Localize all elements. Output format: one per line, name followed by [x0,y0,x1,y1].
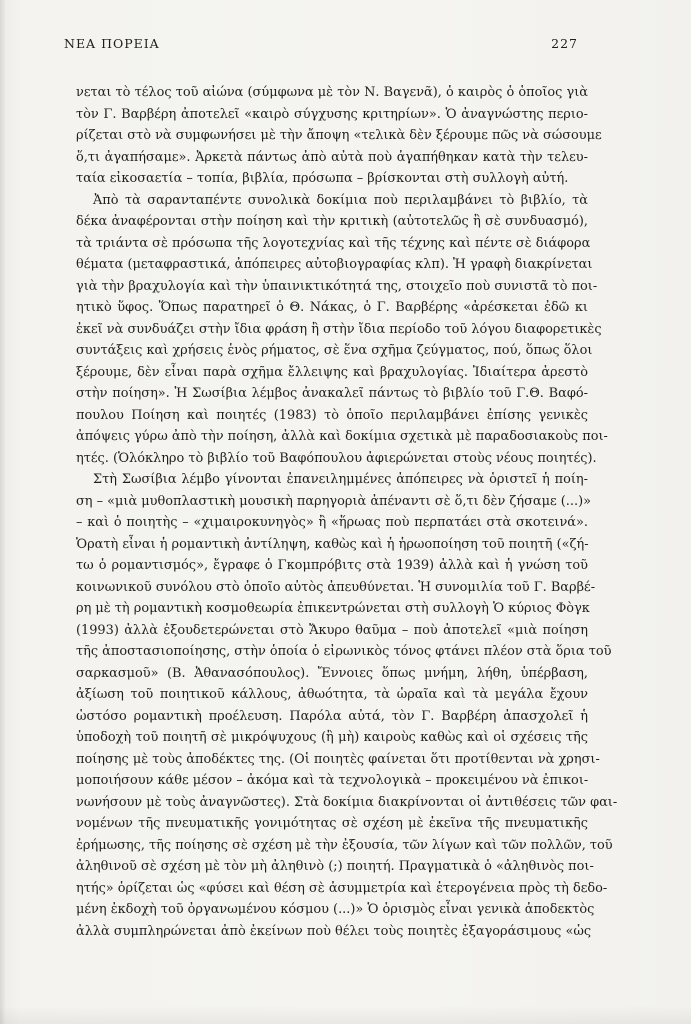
text-line: ἀπόψεις γύρω ἀπὸ τὴν ποίηση, ἀλλὰ καὶ δοκίμια σχετικὰ μὲ παραδοσιακοὺς ποι- [76,429,608,444]
text-line: ποίησης μὲ τοὺς ἀποδέκτες της. (Οἱ ποιητὲς φαίνεται ὅτι προτίθενται νὰ χρησι- [76,751,600,767]
text-line: ἀλλὰ συμπληρώνεται ἀπὸ ἐκείνων ποὺ θέλει τοὺς ποιητὲς ἐξαγοράσιμους «ὡς [76,923,592,939]
text-line: ἐρήμωσης, τῆς ποίησης σὲ σχέση μὲ τὴν ἐξουσία, τῶν λίγων καὶ τῶν πολλῶν, τοῦ [76,837,613,853]
text-line: – καὶ ὁ ποιητὴς – «χιμαιροκυνηγὸς» ἢ «ἥρωας ποὺ περπατάει στὰ σκοτεινά». [76,515,588,530]
text-line: ρίζεται στὸ νὰ συμφωνήσει μὲ τὴν ἄποψη «τελικὰ δὲν ξέρουμε πῶς νὰ σώσουμε [76,128,602,143]
text-line: κοινωνικοῦ συνόλου στὸ ὁποῖο αὐτὸς ἀπευθύνεται. Ἡ συνομιλία τοῦ Γ. Βαρβέ- [76,579,596,595]
text-line: ἀληθινοῦ σὲ σχέση μὲ τὸν μὴ ἀληθινὸ (;) ποιητή. Πραγματικὰ ὁ «ἀληθινὸς ποι- [76,859,594,874]
text-line: ητές. (Ὁλόκληρο τὸ βιβλίο τοῦ Βαφόπουλου ἀφιερώνεται στοὺς νέους ποιητές). [76,450,597,466]
text-line: πουλου Ποίηση καὶ ποιητές (1983) τὸ ὁποῖο περιλαμβάνει ἐπίσης γενικὲς [76,407,588,423]
text-line: Ἀπὸ τὰ σαρανταπέντε συνολικὰ δοκίμια ποὺ περιλαμβάνει τὸ βιβλίο, τὰ [93,192,588,208]
text-line: ὡστόσο ρομαντικὴ προέλευση. Παρόλα αὐτά, τὸν Γ. Βαρβέρη ἀπασχολεῖ ἡ [76,708,588,724]
text-line: ητικὸ ὕφος. Ὅπως παρατηρεῖ ὁ Θ. Νάκας, ὁ Γ. Βαρβέρης «ἀρέσκεται ἐδῶ κι [76,300,588,315]
running-title: ΝΕΑ ΠΟΡΕΙΑ [64,36,160,51]
page-bottom-shadow [0,1006,691,1024]
text-line: γιὰ τὴν βραχυλογία καὶ τὴν ὑπαινικτικότητά της, στοιχεῖο ποὺ συνιστᾶ τὸ ποι- [76,278,598,294]
text-line: συντάξεις καὶ χρήσεις ἑνὸς ρήματος, σὲ ἕνα σχῆμα ζεύγματος, πού, ὅπως ὅλοι [76,343,593,358]
text-line: τὰ τριάντα σὲ πρόσωπα τῆς λογοτεχνίας καὶ τῆς τέχνης καὶ πέντε σὲ διάφορα [76,235,591,251]
text-line: (1993) ἀλλὰ ἐξουδετερώνεται στὸ Ἄκυρο θαῦμα – ποὺ ἀποτελεῖ «μιὰ ποίηση [76,622,588,638]
page-number: 227 [551,36,578,51]
text-line: ταία εἰκοσαετία – τοπία, βιβλία, πρόσωπα – βρίσκονται στὴ συλλογὴ αὐτή. [76,171,569,186]
text-line: δέκα ἀναφέρονται στὴν ποίηση καὶ τὴν κριτικὴ (αὐτοτελῶς ἢ σὲ συνδυασμό), [76,214,588,229]
text-line: ρη μὲ τὴ ρομαντικὴ κοσμοθεωρία ἐπικεντρώνεται στὴ συλλογὴ Ὁ κύριος Φὸγκ [76,601,590,616]
paragraph [76,82,602,190]
body-text [76,82,618,942]
text-line: σαρκασμοῦ» (Β. Ἀθανασόπουλος). Ἔννοιες ὅπως μνήμη, λήθη, ὑπέρβαση, [76,665,588,681]
text-line: ἀξίωση τοῦ ποιητικοῦ κάλλους, ἀθωότητα, τὰ ὡραῖα καὶ τὰ μεγάλα ἔχουν [76,687,588,702]
text-line: μένη ἐκδοχὴ τοῦ ὀργανωμένου κόσμου (...)» Ὁ ὁρισμὸς εἶναι γενικὰ ἀποδεκτὸς [76,902,595,917]
text-line: θέματα (μεταφραστικά, ἀπόπειρες αὐτοβιογραφίας κλπ). Ἡ γραφὴ διακρίνεται [76,257,593,272]
running-header [64,36,578,58]
text-line: ἐκεῖ νὰ συνδυάζει στὴν ἴδια φράση ἢ στὴν ἴδια περίοδο τοῦ λόγου διαφορετικὲς [76,321,602,337]
text-line: Ὁρατὴ εἶναι ἡ ρομαντικὴ ἀντίληψη, καθὼς καὶ ἡ ἡρωοποίηση τοῦ ποιητῆ («ζή- [76,536,589,552]
text-line: ὅ,τι ἀγαπήσαμε». Ἀρκετὰ πάντως ἀπὸ αὐτὰ ποὺ ἀγαπήθηκαν κατὰ τὴν τελευ- [76,149,588,165]
text-line: ξέρουμε, δὲν εἶναι παρὰ σχῆμα ἔλλειψης καὶ βραχυλογίας. Ἰδιαίτερα ἀρεστὸ [76,364,588,380]
text-line: νομένων τῆς πνευματικῆς γονιμότητας σὲ σχέση μὲ ἐκεῖνα τῆς πνευματικῆς [76,816,588,831]
text-line: στὴν ποίηση». Ἡ Σωσίβια λέμβος ἀνακαλεῖ πάντως τὸ βιβλίο τοῦ Γ.Θ. Βαφό- [76,386,588,401]
text-line: ση – «μιὰ μυθοπλαστικὴ μουσικὴ παρηγοριὰ ἀπέναντι σὲ ὅ,τι δὲν ζήσαμε (...)» [76,493,592,509]
page-edge-shadow [0,0,6,1024]
text-line: μοποιήσουν κάθε μέσον – ἀκόμα καὶ τὰ τεχνολογικὰ – προκειμένου νὰ ἐπικοι- [76,773,589,788]
text-line: τῆς ἀποστασιοποίησης, στὴν ὁποία ὁ εἰρωνικὸς τόνος φτάνει πλέον στὰ ὅρια τοῦ [76,644,612,659]
text-line: νωνήσουν μὲ τοὺς ἀναγνῶστες). Στὰ δοκίμια διακρίνονται οἱ ἀντιθέσεις τῶν φαι- [76,794,618,810]
text-line: ητής» ὁρίζεται ὡς «φύσει καὶ θέση σὲ ἀσυμμετρία καὶ ἑτερογένεια πρὸς τὴ δεδο- [76,880,608,896]
text-line: τὸν Γ. Βαρβέρη ἀποτελεῖ «καιρὸ σύγχυσης κριτηρίων». Ὁ ἀναγνώστης περιο- [76,106,588,122]
text-line: νεται τὸ τέλος τοῦ αἰώνα (σύμφωνα μὲ τὸν Ν. Βαγενᾶ), ὁ καιρὸς ὁ ὁποῖος γιὰ [76,85,588,100]
paragraph [76,469,618,942]
text-line: τω ὁ ρομαντισμός», ἔγραφε ὁ Γκομπρόβιτς στὰ 1939) ἀλλὰ καὶ ἡ γνώση τοῦ [76,558,588,573]
text-line: Στὴ Σωσίβια λέμβο γίνονται ἐπανειλημμένες ἀπόπειρες νὰ ὁριστεῖ ἡ ποίη- [93,472,588,487]
text-line: ὑποδοχὴ τοῦ ποιητῆ σὲ μικρόψυχους (ἢ μὴ) καιροὺς καθὼς καὶ οἱ σχέσεις τῆς [76,730,588,745]
paragraph [76,190,608,470]
